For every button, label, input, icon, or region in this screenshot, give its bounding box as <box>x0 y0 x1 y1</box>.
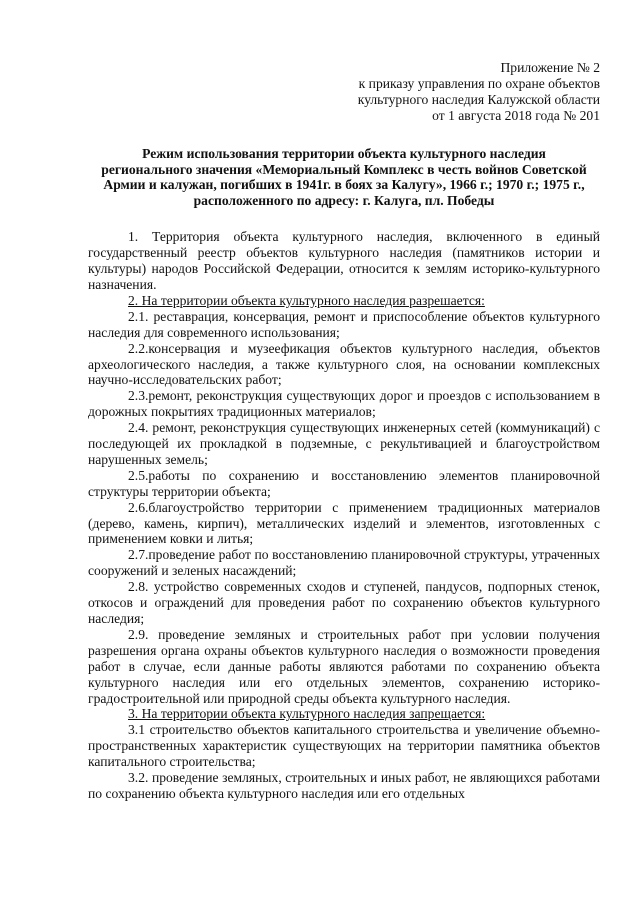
paragraph-2-5: 2.5.работы по сохранению и восстановлению элементов планировочной структуры территории объекта; <box>88 467 600 499</box>
paragraph-2-2: 2.2.консервация и музеефикация объектов культурного наследия, объектов археологического наследия, а также культурного слоя, на основании комплексных научно-исследовательских работ; <box>88 340 600 388</box>
paragraph-2-1: 2.1. реставрация, консервация, ремонт и приспособление объектов культурного наследия для современного использования; <box>88 308 600 340</box>
header-line-3: культурного наследия Калужской области <box>357 91 600 107</box>
document-page <box>88 60 600 802</box>
paragraph-2-6: 2.6.благоустройство территории с применением традиционных материалов (дерево, камень, кирпич), металлических изделий и элементов, изготовленных с применением ковки и литья; <box>88 499 600 547</box>
paragraph-2-4: 2.4. ремонт, реконструкция существующих инженерных сетей (коммуникаций) с последующей их прокладкой в подземные, с рекультивацией и благоустройством нарушенных земель; <box>88 420 600 467</box>
title-line-1: Режим использования территории объекта культурного наследия <box>142 145 546 161</box>
document-title <box>88 146 600 210</box>
paragraph-2-7: 2.7.проведение работ по восстановлению планировочной структуры, утраченных сооружений и зеленых насаждений; <box>88 547 600 579</box>
title-line-4: расположенного по адресу: г. Калуга, пл. Победы <box>193 193 495 209</box>
paragraph-1: 1. Территория объекта культурного наследия, включенного в единый государственный реестр объектов культурного наследия (памятников истории и культуры) народов Российской Федерации, относится к землям историко-культурного назначения. <box>88 229 600 292</box>
paragraph-3-2: 3.2. проведение земляных, строительных и иных работ, не являющихся работами по сохранению объекта культурного наследия или его отдельных <box>88 770 600 801</box>
paragraph-3-1: 3.1 строительство объектов капитального строительства и увеличение объемно-пространственных характеристик существующих на территории памятника объектов капитального строительства; <box>88 722 600 770</box>
header-line-2: к приказу управления по охране объектов <box>358 75 600 91</box>
paragraph-2-9: 2.9. проведение земляных и строительных работ при условии получения разрешения органа охраны объектов культурного наследия о возможности проведения работ в случае, если данные работы являются работами по сохранению объекта культурного наследия или его отдельных элементов, сохранению историко-градостроительной или природной среды объекта культурного наследия. <box>88 626 600 706</box>
document-header <box>88 60 600 124</box>
section-2-heading: 2. На территории объекта культурного наследия разрешается: <box>128 292 485 308</box>
paragraph-2-3: 2.3.ремонт, реконструкция существующих дорог и проездов с использованием в дорожных покрытиях традиционных материалов; <box>88 388 600 420</box>
section-3-heading: 3. На территории объекта культурного наследия запрещается: <box>128 706 486 722</box>
paragraph-2-8: 2.8. устройство современных сходов и ступеней, пандусов, подпорных стенок, откосов и ограждений для проведения работ по сохранению объектов культурного наследия; <box>88 579 600 626</box>
title-line-3: Армии и калужан, погибших в 1941г. в боях за Калугу», 1966 г.; 1970 г.; 1975 г., <box>103 177 585 193</box>
header-line-1: Приложение № 2 <box>500 60 600 75</box>
header-line-4: от 1 августа 2018 года № 201 <box>432 107 600 123</box>
title-line-2: регионального значения «Мемориальный Комплекс в честь войнов Советской <box>101 161 587 177</box>
